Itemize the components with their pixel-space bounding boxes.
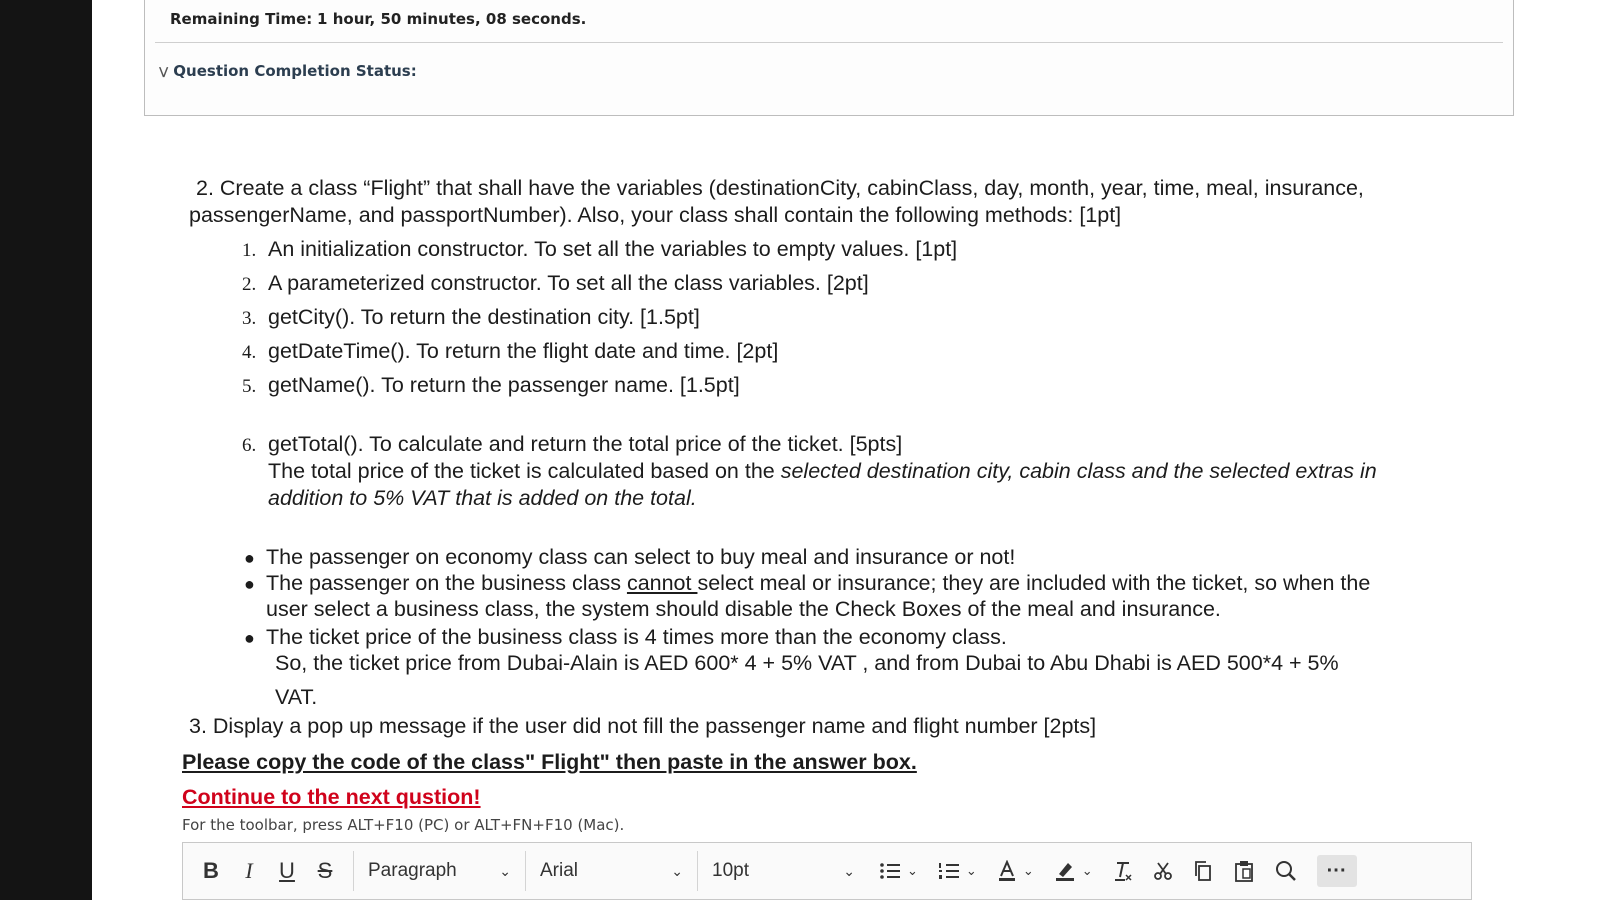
method-item <box>242 338 778 366</box>
method-number: 4. <box>242 342 257 363</box>
method-text: getCity(). To return the destination city. [1.5pt] <box>268 305 700 329</box>
text-color-icon <box>997 860 1017 882</box>
method-item <box>242 431 902 459</box>
toolbar-hint: For the toolbar, press ALT+F10 (PC) or ALT+FN+F10 (Mac). <box>182 816 625 834</box>
bullet-item <box>244 624 1007 652</box>
strikethrough-button[interactable]: S <box>317 858 333 883</box>
method-item <box>242 270 869 298</box>
italic-button[interactable]: I <box>245 858 253 883</box>
paste-icon <box>1233 860 1255 882</box>
bullet-text: The passenger on economy class can select to buy meal and insurance or not! <box>266 545 1016 569</box>
bullet-dot: ● <box>244 548 255 568</box>
divider <box>155 42 1503 43</box>
cut-icon <box>1153 861 1173 881</box>
numbered-list-icon <box>938 861 960 881</box>
remaining-time <box>170 10 586 28</box>
bullet-underlined-text: cannot <box>626 571 698 595</box>
highlight-button[interactable] <box>1054 860 1093 882</box>
search-icon <box>1275 860 1297 882</box>
block-format-value: Paragraph <box>368 860 457 881</box>
bullet-text: select meal or insurance; they are included with the ticket, so when the <box>697 571 1371 595</box>
method-item <box>242 236 957 264</box>
copy-button[interactable] <box>1193 860 1213 882</box>
font-family-select[interactable] <box>525 851 697 891</box>
cut-button[interactable] <box>1153 861 1173 881</box>
clear-format-button[interactable] <box>1113 860 1133 882</box>
method-number: 2. <box>242 274 257 295</box>
bullet-text: The ticket price of the business class is 4 times more than the economy class. <box>266 625 1007 649</box>
bullet-list-button[interactable] <box>879 861 918 881</box>
chevron-down-icon: ⋁ <box>159 64 169 78</box>
price-example-line-1: So, the ticket price from Dubai-Alain is AED 600* 4 + 5% VAT , and from Dubai to Abu Dhabi is AED 500*4 + 5% <box>275 651 1339 675</box>
more-button[interactable] <box>1317 855 1357 887</box>
chevron-down-icon: ⌄ <box>843 862 855 879</box>
bullet-continuation: user select a business class, the system should disable the Check Boxes of the meal and insurance. <box>266 597 1221 621</box>
question-3: 3. Display a pop up message if the user did not fill the passenger name and flight number [2pts] <box>189 714 1097 738</box>
question-completion-toggle[interactable] <box>159 62 417 80</box>
method-number: 6. <box>242 435 257 456</box>
block-format-select[interactable] <box>353 851 525 891</box>
paste-button[interactable] <box>1233 860 1255 882</box>
bullet-dot: ● <box>244 574 255 594</box>
bullet-item <box>244 570 1370 598</box>
method-text: An initialization constructor. To set all the variables to empty values. [1pt] <box>268 237 958 261</box>
bullet-dot: ● <box>244 628 255 648</box>
font-size-select[interactable] <box>697 851 869 891</box>
total-description-emphasis: addition to 5% VAT that is added on the total. <box>268 486 697 510</box>
chevron-down-icon: ⌄ <box>1022 863 1034 878</box>
chevron-down-icon: ⌄ <box>1081 863 1093 878</box>
copy-instruction: Please copy the code of the class" Flight" then paste in the answer box. <box>182 750 917 774</box>
method-item <box>242 372 740 400</box>
search-button[interactable] <box>1275 860 1297 882</box>
numbered-list-button[interactable] <box>938 861 977 881</box>
total-description-line-1 <box>268 458 1377 485</box>
total-description-line-2 <box>268 485 697 512</box>
completion-label: Question Completion Status: <box>173 62 417 80</box>
font-size-value: 10pt <box>712 860 749 881</box>
font-family-value: Arial <box>540 860 579 881</box>
chevron-down-icon: ⌄ <box>965 863 977 878</box>
method-text: getName(). To return the passenger name. [1.5pt] <box>268 373 740 397</box>
method-text: getDateTime(). To return the flight date and time. [2pt] <box>268 339 779 363</box>
method-text: A parameterized constructor. To set all the class variables. [2pt] <box>268 271 869 295</box>
question-2-line-2: passengerName, and passportNumber). Also, your class shall contain the following methods: [1pt] <box>189 203 1122 227</box>
method-number: 5. <box>242 376 257 397</box>
method-item <box>242 304 700 332</box>
clear-format-icon <box>1113 860 1133 882</box>
browser-content <box>92 0 1600 900</box>
method-number: 1. <box>242 240 257 261</box>
bullet-list-icon <box>879 861 901 881</box>
highlight-icon <box>1054 860 1076 882</box>
method-number: 3. <box>242 308 257 329</box>
editor-toolbar <box>182 842 1472 900</box>
bullet-text: The passenger on the business class <box>266 571 627 595</box>
chevron-down-icon: ⌄ <box>907 863 918 878</box>
total-description-emphasis: selected destination city, cabin class and the selected extras in <box>780 459 1377 483</box>
price-example-line-2: VAT. <box>275 685 318 709</box>
copy-icon <box>1193 860 1213 882</box>
chevron-down-icon: ⌄ <box>499 862 511 879</box>
remaining-time-value: 1 hour, 50 minutes, 08 seconds. <box>317 10 587 28</box>
remaining-time-label: Remaining Time: <box>170 10 313 28</box>
status-panel <box>144 0 1514 116</box>
question-2-line-1: 2. Create a class “Flight” that shall have the variables (destinationCity, cabinClass, day, month, year, time, meal, insurance, <box>196 176 1364 200</box>
method-text: getTotal(). To calculate and return the total price of the ticket. [5pts] <box>268 432 903 456</box>
next-question-link[interactable]: Continue to the next qustion! <box>182 785 481 809</box>
underline-button[interactable]: U <box>279 858 295 883</box>
chevron-down-icon: ⌄ <box>671 862 683 879</box>
bullet-item <box>244 544 1015 572</box>
text-color-button[interactable] <box>997 860 1034 882</box>
more-icon: ··· <box>1326 859 1347 882</box>
bold-button[interactable]: B <box>203 858 219 883</box>
total-description-text: The total price of the ticket is calculated based on the <box>268 459 781 483</box>
